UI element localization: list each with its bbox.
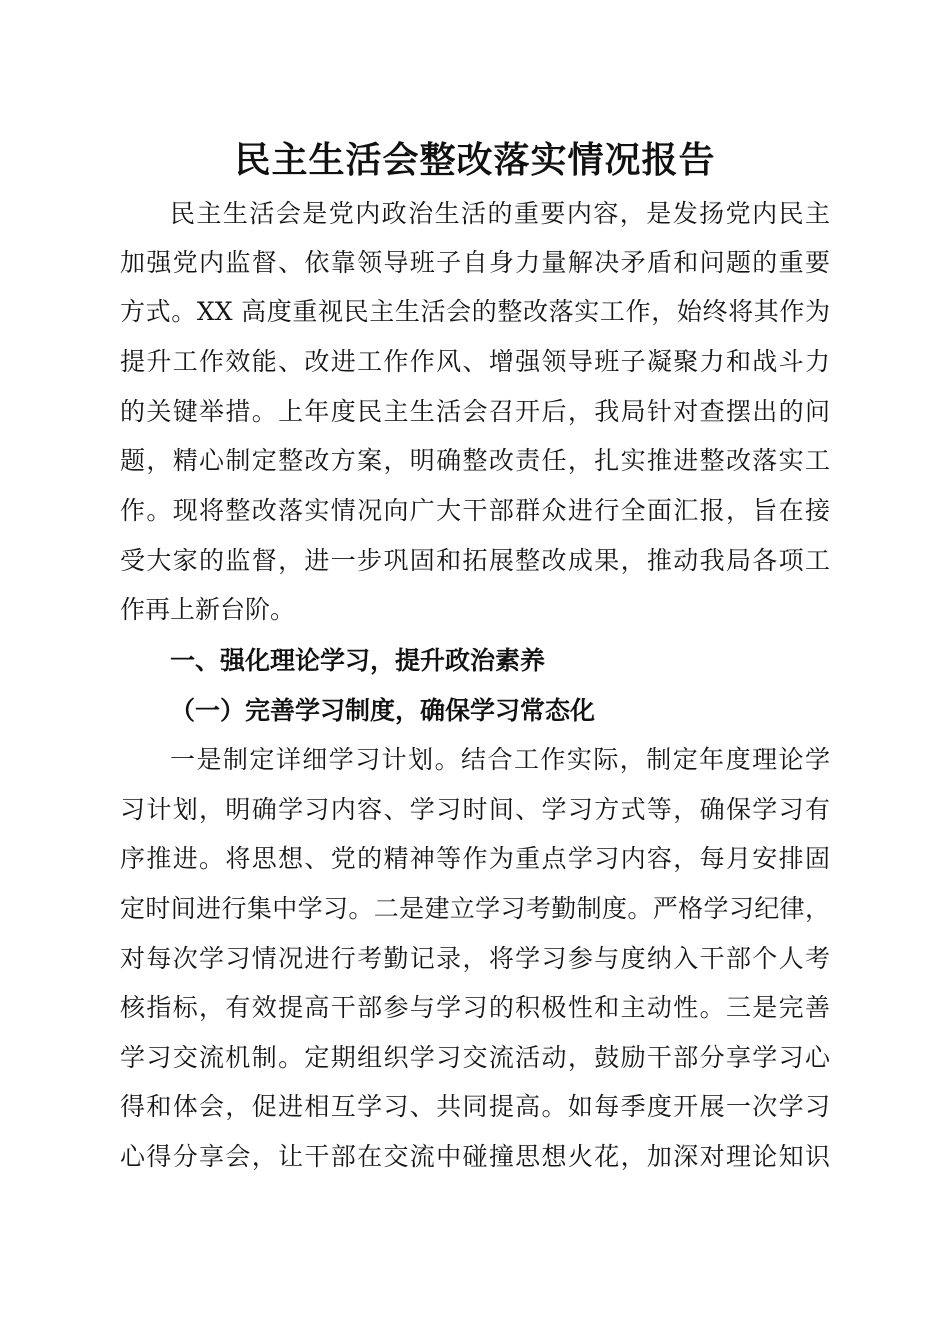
body-line: 定时间进行集中学习。二是建立学习考勤制度。严格学习纪律， bbox=[120, 894, 830, 923]
body-line: 序推进。将思想、党的精神等作为重点学习内容，每月安排固 bbox=[120, 844, 830, 873]
intro-line: 的关键举措。上年度民主生活会召开后，我局针对查摆出的问 bbox=[120, 397, 830, 426]
intro-line: 题，精心制定整改方案，明确整改责任，扎实推进整改落实工 bbox=[120, 446, 830, 475]
body-line: 学习交流机制。定期组织学习交流活动，鼓励干部分享学习心 bbox=[120, 1043, 830, 1072]
section-heading: 一、强化理论学习，提升政治素养 bbox=[170, 646, 546, 675]
intro-line: 加强党内监督、依靠领导班子自身力量解决矛盾和问题的重要 bbox=[120, 248, 830, 277]
intro-line: 作。现将整改落实情况向广大干部群众进行全面汇报，旨在接 bbox=[120, 496, 830, 525]
body-line: 核指标，有效提高干部参与学习的积极性和主动性。三是完善 bbox=[120, 993, 830, 1022]
body-line: 得和体会，促进相互学习、共同提高。如每季度开展一次学习 bbox=[120, 1092, 830, 1121]
subsection-heading: （一）完善学习制度，确保学习常态化 bbox=[170, 696, 596, 725]
intro-line: 受大家的监督，进一步巩固和拓展整改成果，推动我局各项工 bbox=[120, 546, 830, 575]
body-line: 对每次学习情况进行考勤记录，将学习参与度纳入干部个人考 bbox=[120, 944, 830, 973]
intro-line: 作再上新台阶。 bbox=[120, 595, 296, 624]
intro-line: 提升工作效能、改进工作作风、增强领导班子凝聚力和战斗力 bbox=[120, 347, 830, 376]
body-line: 一是制定详细学习计划。结合工作实际，制定年度理论学 bbox=[170, 745, 830, 774]
intro-line: 方式。XX 高度重视民主生活会的整改落实工作，始终将其作为 bbox=[120, 297, 830, 326]
document-title: 民主生活会整改落实情况报告 bbox=[234, 139, 716, 181]
body-line: 习计划，明确学习内容、学习时间、学习方式等，确保学习有 bbox=[120, 795, 830, 824]
body-line: 心得分享会，让干部在交流中碰撞思想火花，加深对理论知识 bbox=[120, 1142, 830, 1171]
intro-line: 民主生活会是党内政治生活的重要内容，是发扬党内民主 bbox=[170, 199, 830, 228]
